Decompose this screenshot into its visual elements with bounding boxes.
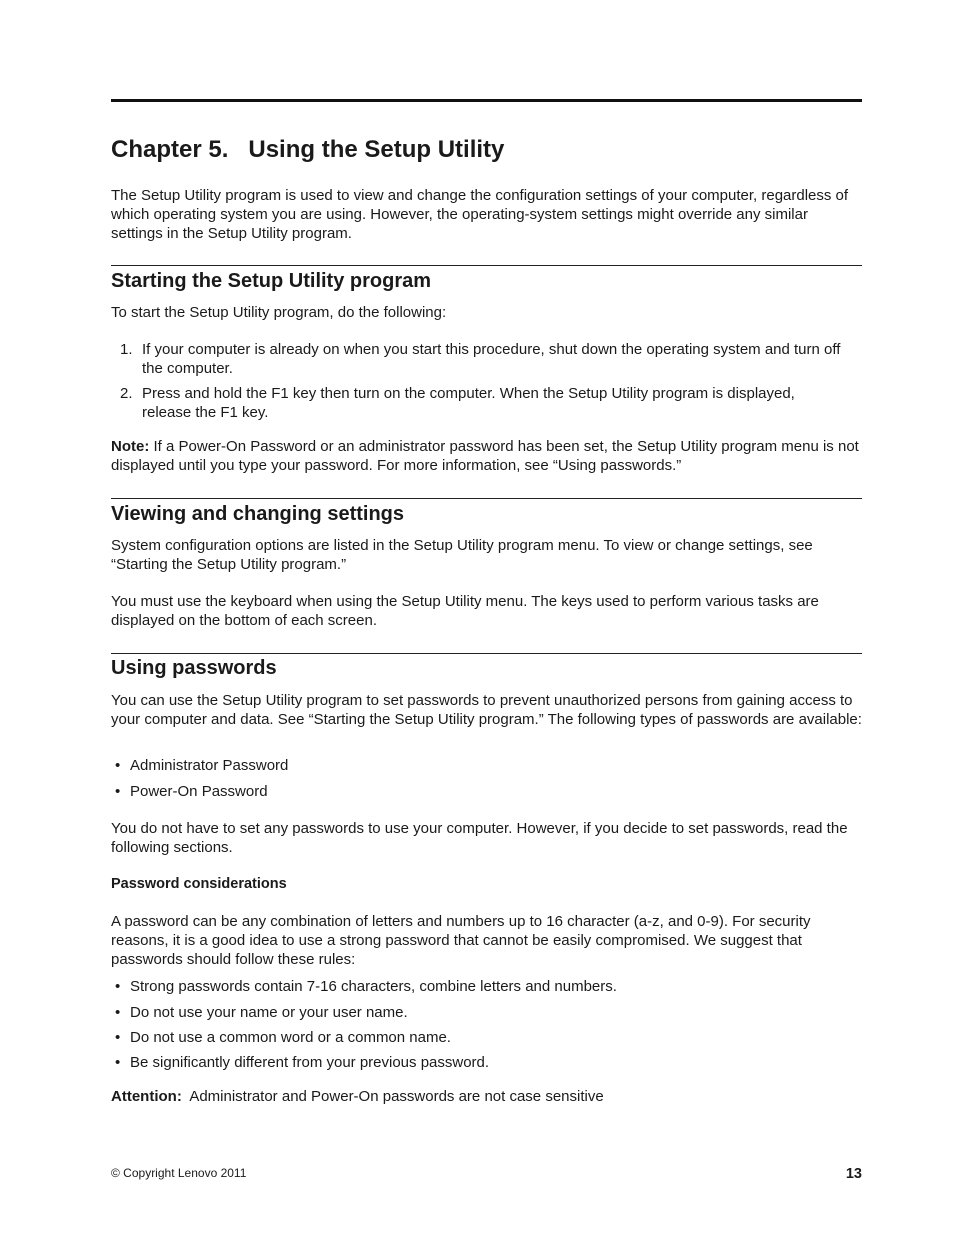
list-item <box>111 1053 862 1072</box>
list-item <box>111 977 862 996</box>
attention-text: Administrator and Power-On passwords are not case sensitive <box>181 1088 604 1105</box>
step-text: Press and hold the F1 key then turn on the computer. When the Setup Utility program is displayed, release the F1 key. <box>142 385 795 421</box>
section-rule <box>111 498 862 499</box>
step-number: 1. <box>120 341 133 358</box>
bullet-icon: • <box>115 978 121 995</box>
list-item <box>111 384 862 422</box>
page-number: 13 <box>845 1166 862 1182</box>
step-text: If your computer is already on when you start this procedure, shut down the operating system and turn off the computer. <box>142 341 841 377</box>
note-label: Note: <box>111 438 150 455</box>
step-number: 2. <box>120 385 133 402</box>
rule-text: Do not use your name or your user name. <box>130 1004 408 1021</box>
bullet-icon: • <box>115 1004 121 1021</box>
considerations-paragraph: A password can be any combination of letters and numbers up to 16 character (a-z, and 0-9). For security reasons, it is a good idea to use a strong password that cannot be easily compromised. We suggest that passwords should follow these rules: <box>111 913 811 968</box>
note-text: If a Power-On Password or an administrator password has been set, the Setup Utility program menu is not displayed until you type your password. For more information, see “Using passwords.” <box>111 438 859 474</box>
list-item <box>111 1003 862 1022</box>
intro-paragraph: The Setup Utility program is used to view and change the configuration settings of your computer, regardless of which operating system you are using. However, the operating-system settings might override any similar settings in the Setup Utility program. <box>111 187 849 242</box>
password-type: Administrator Password <box>130 757 289 774</box>
bullet-icon: • <box>115 1029 121 1046</box>
bullet-icon: • <box>115 757 121 774</box>
chapter-title: Chapter 5. Using the Setup Utility <box>111 136 505 163</box>
subheading-password-considerations: Password considerations <box>111 876 287 892</box>
chapter-rule <box>111 99 862 102</box>
section-heading-starting: Starting the Setup Utility program <box>111 270 432 292</box>
rule-text: Strong passwords contain 7-16 characters, combine letters and numbers. <box>130 978 617 995</box>
rule-text: Do not use a common word or a common name. <box>130 1029 451 1046</box>
viewing-paragraph: System configuration options are listed in the Setup Utility program menu. To view or change settings, see “Starting the Setup Utility program.” <box>111 537 813 573</box>
section-rule <box>111 265 862 266</box>
bullet-icon: • <box>115 783 121 800</box>
rule-text: Be significantly different from your previous password. <box>130 1054 490 1071</box>
attention-label: Attention: <box>111 1088 182 1105</box>
viewing-paragraph: You must use the keyboard when using the Setup Utility menu. The keys used to perform various tasks are displayed on the bottom of each screen. <box>111 593 819 629</box>
list-item <box>111 782 862 801</box>
note <box>111 437 862 475</box>
list-item <box>111 1028 862 1047</box>
passwords-paragraph: You do not have to set any passwords to use your computer. However, if you decide to set passwords, read the following sections. <box>111 820 848 856</box>
copyright: © Copyright Lenovo 2011 <box>111 1166 247 1180</box>
section-heading-passwords: Using passwords <box>111 657 277 679</box>
section-rule <box>111 653 862 654</box>
bullet-icon: • <box>115 1054 121 1071</box>
starting-lead: To start the Setup Utility program, do the following: <box>111 304 447 321</box>
passwords-paragraph: You can use the Setup Utility program to set passwords to prevent unauthorized persons from gaining access to your computer and data. See “Starting the Setup Utility program.” The following types of passwords are available: <box>111 692 862 728</box>
list-item <box>111 340 862 378</box>
password-type: Power-On Password <box>130 783 268 800</box>
list-item <box>111 756 862 775</box>
attention <box>111 1087 862 1106</box>
section-heading-viewing: Viewing and changing settings <box>111 503 404 525</box>
